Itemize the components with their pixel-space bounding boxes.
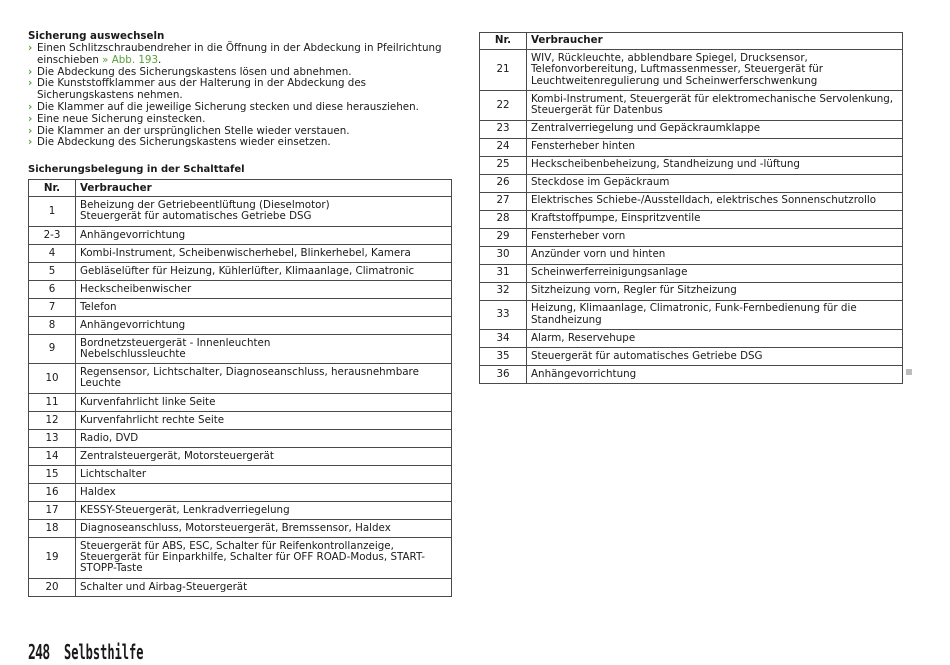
- fuse-consumer: [527, 120, 903, 138]
- fuse-number: 2-3: [29, 226, 76, 244]
- consumer-line: Schalter und Airbag-Steuergerät: [80, 580, 248, 593]
- fuse-table-title: Sicherungsbelegung in der Schalttafel: [28, 164, 245, 176]
- fuse-consumer: [76, 298, 452, 316]
- chevron-right-icon: ›: [28, 112, 33, 125]
- consumer-line: Nebelschlussleuchte: [80, 347, 186, 360]
- consumer-line: Kraftstoffpumpe, Einspritzventile: [531, 212, 701, 225]
- column-header-consumer: Verbraucher: [76, 180, 452, 197]
- fuse-consumer: [76, 364, 452, 394]
- step-text-end: .: [158, 53, 162, 66]
- fuse-consumer: [527, 246, 903, 264]
- fuse-number: 17: [29, 501, 76, 519]
- figure-reference-link[interactable]: » Abb. 193: [102, 53, 159, 66]
- consumer-line: Alarm, Reservehupe: [531, 331, 636, 344]
- fuse-consumer: [527, 138, 903, 156]
- table-row: [29, 483, 452, 501]
- column-header-nr: Nr.: [480, 33, 527, 50]
- chevron-right-icon: ›: [28, 124, 33, 137]
- table-row: [29, 578, 452, 596]
- table-row: [480, 228, 903, 246]
- table-row: [29, 334, 452, 364]
- table-row: [480, 282, 903, 300]
- fuse-table-left-body: [29, 197, 452, 597]
- consumer-line: Beheizung der Getriebeentlüftung (Dieselmotor): [80, 199, 330, 212]
- consumer-line: Regensensor, Lichtschalter, Diagnoseanschluss, herausnehmbare Leuchte: [80, 366, 419, 390]
- fuse-number: 10: [29, 364, 76, 394]
- fuse-consumer: [76, 501, 452, 519]
- fuse-consumer: [76, 483, 452, 501]
- table-row: [29, 429, 452, 447]
- consumer-line: Telefon: [80, 300, 117, 313]
- fuse-number: 24: [480, 138, 527, 156]
- fuse-consumer: [76, 411, 452, 429]
- table-row: [29, 501, 452, 519]
- fuse-number: 34: [480, 330, 527, 348]
- fuse-consumer: [76, 197, 452, 227]
- table-row: [29, 262, 452, 280]
- consumer-line: Scheinwerferreinigungsanlage: [531, 266, 688, 279]
- section-name: Selbsthilfe: [64, 640, 144, 664]
- fuse-consumer: [527, 192, 903, 210]
- fuse-consumer: [76, 280, 452, 298]
- consumer-line: Bordnetzsteuergerät - Innenleuchten: [80, 336, 271, 349]
- fuse-consumer: [76, 393, 452, 411]
- fuse-consumer: [527, 264, 903, 282]
- step-text: Die Abdeckung des Sicherungskastens lösen und abnehmen.: [37, 65, 352, 78]
- fuse-number: 30: [480, 246, 527, 264]
- fuse-number: 1: [29, 197, 76, 227]
- fuse-number: 15: [29, 465, 76, 483]
- fuse-number: 18: [29, 519, 76, 537]
- fuse-table-right: [479, 32, 903, 384]
- step-text: Die Klammer an der ursprünglichen Stelle wieder verstauen.: [37, 124, 350, 137]
- fuse-consumer: [76, 244, 452, 262]
- fuse-table-left: [28, 179, 452, 597]
- table-row: [480, 50, 903, 91]
- step-text: Einen Schlitzschraubendreher in die Öffnung in der Abdeckung in Pfeilrichtung einschieben: [37, 42, 442, 66]
- fuse-consumer: [527, 300, 903, 330]
- consumer-line: Steuergerät für automatisches Getriebe DSG: [80, 210, 312, 223]
- consumer-line: Steuergerät für ABS, ESC, Schalter für Reifenkontrollanzeige, Steuergerät für Einparkhilfe, Schalter für OFF ROAD-Modus, START-STOPP-Taste: [80, 539, 426, 575]
- chevron-right-icon: ›: [28, 136, 33, 149]
- fuse-number: 9: [29, 334, 76, 364]
- consumer-line: Anhängevorrichtung: [80, 228, 186, 241]
- table-row: [29, 447, 452, 465]
- consumer-line: Steckdose im Gepäckraum: [531, 176, 670, 189]
- fuse-consumer: [527, 366, 903, 384]
- fuse-number: 13: [29, 429, 76, 447]
- fuse-consumer: [76, 262, 452, 280]
- fuse-consumer: [527, 174, 903, 192]
- consumer-line: Lichtschalter: [80, 467, 147, 480]
- page-footer: [28, 640, 196, 664]
- table-row: [29, 393, 452, 411]
- fuse-number: 20: [29, 578, 76, 596]
- fuse-number: 6: [29, 280, 76, 298]
- fuse-number: 16: [29, 483, 76, 501]
- table-row: [480, 156, 903, 174]
- table-row: [29, 519, 452, 537]
- right-column: [479, 32, 903, 384]
- table-row: [480, 348, 903, 366]
- table-row: [480, 192, 903, 210]
- chevron-right-icon: ›: [28, 77, 33, 90]
- fuse-consumer: [76, 465, 452, 483]
- page-number: 248: [28, 640, 50, 664]
- consumer-line: Kombi-Instrument, Steuergerät für elektromechanische Servolenkung, Steuergerät für Datenbus: [531, 92, 894, 117]
- consumer-line: WIV, Rückleuchte, abblendbare Spiegel, Drucksensor, Telefonvorbereitung, Luftmassenmesser, Steuergerät für Leuchtweitenregulierung und Scheinwerferschwenkung: [531, 52, 824, 87]
- consumer-line: Heckscheibenwischer: [80, 282, 192, 295]
- table-row: [29, 226, 452, 244]
- consumer-line: Kurvenfahrlicht rechte Seite: [80, 413, 225, 426]
- fuse-consumer: [76, 226, 452, 244]
- consumer-line: Haldex: [80, 485, 116, 498]
- fuse-consumer: [527, 210, 903, 228]
- fuse-number: 23: [480, 120, 527, 138]
- consumer-line: Heckscheibenbeheizung, Standheizung und -lüftung: [531, 158, 800, 171]
- table-row: [480, 264, 903, 282]
- table-row: [29, 316, 452, 334]
- consumer-line: Sitzheizung vorn, Regler für Sitzheizung: [531, 284, 737, 297]
- fuse-consumer: [527, 282, 903, 300]
- table-row: [480, 120, 903, 138]
- step-text: Die Kunststoffklammer aus der Halterung in der Abdeckung des Sicherungskastens nehmen.: [37, 77, 367, 102]
- fuse-number: 19: [29, 537, 76, 578]
- section-heading: Sicherung auswechseln: [28, 30, 165, 42]
- fuse-consumer: [527, 348, 903, 366]
- fuse-number: 36: [480, 366, 527, 384]
- table-row: [480, 91, 903, 121]
- table-row: [480, 174, 903, 192]
- instruction-step: [28, 78, 452, 102]
- column-header-consumer: Verbraucher: [527, 33, 903, 50]
- fuse-consumer: [76, 578, 452, 596]
- fuse-number: 25: [480, 156, 527, 174]
- table-row: [480, 246, 903, 264]
- consumer-line: Zentralverriegelung und Gepäckraumklappe: [531, 122, 761, 135]
- fuse-consumer: [527, 156, 903, 174]
- consumer-line: Heizung, Klimaanlage, Climatronic, Funk-Fernbedienung für die Standheizung: [531, 302, 857, 326]
- table-row: [480, 366, 903, 384]
- table-row: [29, 298, 452, 316]
- fuse-number: 33: [480, 300, 527, 330]
- chevron-right-icon: ›: [28, 42, 33, 54]
- fuse-number: 22: [480, 91, 527, 121]
- fuse-table-right-body: [480, 50, 903, 384]
- table-row: [29, 537, 452, 578]
- fuse-number: 29: [480, 228, 527, 246]
- table-row: [480, 300, 903, 330]
- chevron-right-icon: ›: [28, 100, 33, 113]
- table-row: [29, 411, 452, 429]
- step-text: Eine neue Sicherung einstecken.: [37, 112, 206, 125]
- step-text: Die Abdeckung des Sicherungskastens wieder einsetzen.: [37, 136, 331, 149]
- fuse-consumer: [527, 330, 903, 348]
- table-row: [480, 330, 903, 348]
- fuse-number: 31: [480, 264, 527, 282]
- table-row: [480, 210, 903, 228]
- fuse-consumer: [76, 429, 452, 447]
- fuse-number: 27: [480, 192, 527, 210]
- consumer-line: Anzünder vorn und hinten: [531, 248, 666, 261]
- fuse-number: 12: [29, 411, 76, 429]
- consumer-line: Zentralsteuergerät, Motorsteuergerät: [80, 449, 274, 462]
- fuse-number: 4: [29, 244, 76, 262]
- fuse-consumer: [527, 91, 903, 121]
- table-row: [29, 197, 452, 227]
- table-row: [480, 138, 903, 156]
- consumer-line: Fensterheber hinten: [531, 140, 636, 153]
- instruction-step: [28, 137, 452, 149]
- instruction-list: [28, 43, 452, 149]
- chevron-right-icon: ›: [28, 65, 33, 78]
- consumer-line: Radio, DVD: [80, 431, 139, 444]
- consumer-line: Kombi-Instrument, Scheibenwischerhebel, Blinkerhebel, Kamera: [80, 246, 411, 259]
- fuse-number: 7: [29, 298, 76, 316]
- table-row: [29, 465, 452, 483]
- fuse-number: 26: [480, 174, 527, 192]
- table-row: [29, 244, 452, 262]
- consumer-line: Fensterheber vorn: [531, 230, 626, 243]
- step-text: Die Klammer auf die jeweilige Sicherung stecken und diese herausziehen.: [37, 100, 419, 113]
- fuse-number: 8: [29, 316, 76, 334]
- consumer-line: Anhängevorrichtung: [531, 367, 637, 380]
- fuse-consumer: [527, 228, 903, 246]
- section-end-marker: [906, 369, 912, 375]
- fuse-number: 21: [480, 50, 527, 91]
- consumer-line: Elektrisches Schiebe-/Ausstelldach, elektrisches Sonnenschutzrollo: [531, 194, 877, 207]
- fuse-consumer: [76, 447, 452, 465]
- instruction-step: [28, 43, 452, 67]
- left-column: [28, 30, 452, 597]
- fuse-consumer: [76, 316, 452, 334]
- table-row: [29, 364, 452, 394]
- consumer-line: Steuergerät für automatisches Getriebe DSG: [531, 349, 763, 362]
- consumer-line: Gebläselüfter für Heizung, Kühlerlüfter, Klimaanlage, Climatronic: [80, 264, 415, 277]
- fuse-number: 5: [29, 262, 76, 280]
- fuse-number: 11: [29, 393, 76, 411]
- fuse-consumer: [76, 334, 452, 364]
- column-header-nr: Nr.: [29, 180, 76, 197]
- table-row: [29, 280, 452, 298]
- fuse-consumer: [76, 519, 452, 537]
- fuse-consumer: [76, 537, 452, 578]
- consumer-line: Kurvenfahrlicht linke Seite: [80, 395, 216, 408]
- consumer-line: KESSY-Steuergerät, Lenkradverriegelung: [80, 503, 290, 516]
- fuse-number: 35: [480, 348, 527, 366]
- fuse-number: 14: [29, 447, 76, 465]
- fuse-number: 32: [480, 282, 527, 300]
- fuse-consumer: [527, 50, 903, 91]
- consumer-line: Diagnoseanschluss, Motorsteuergerät, Bremssensor, Haldex: [80, 521, 391, 534]
- fuse-number: 28: [480, 210, 527, 228]
- consumer-line: Anhängevorrichtung: [80, 318, 186, 331]
